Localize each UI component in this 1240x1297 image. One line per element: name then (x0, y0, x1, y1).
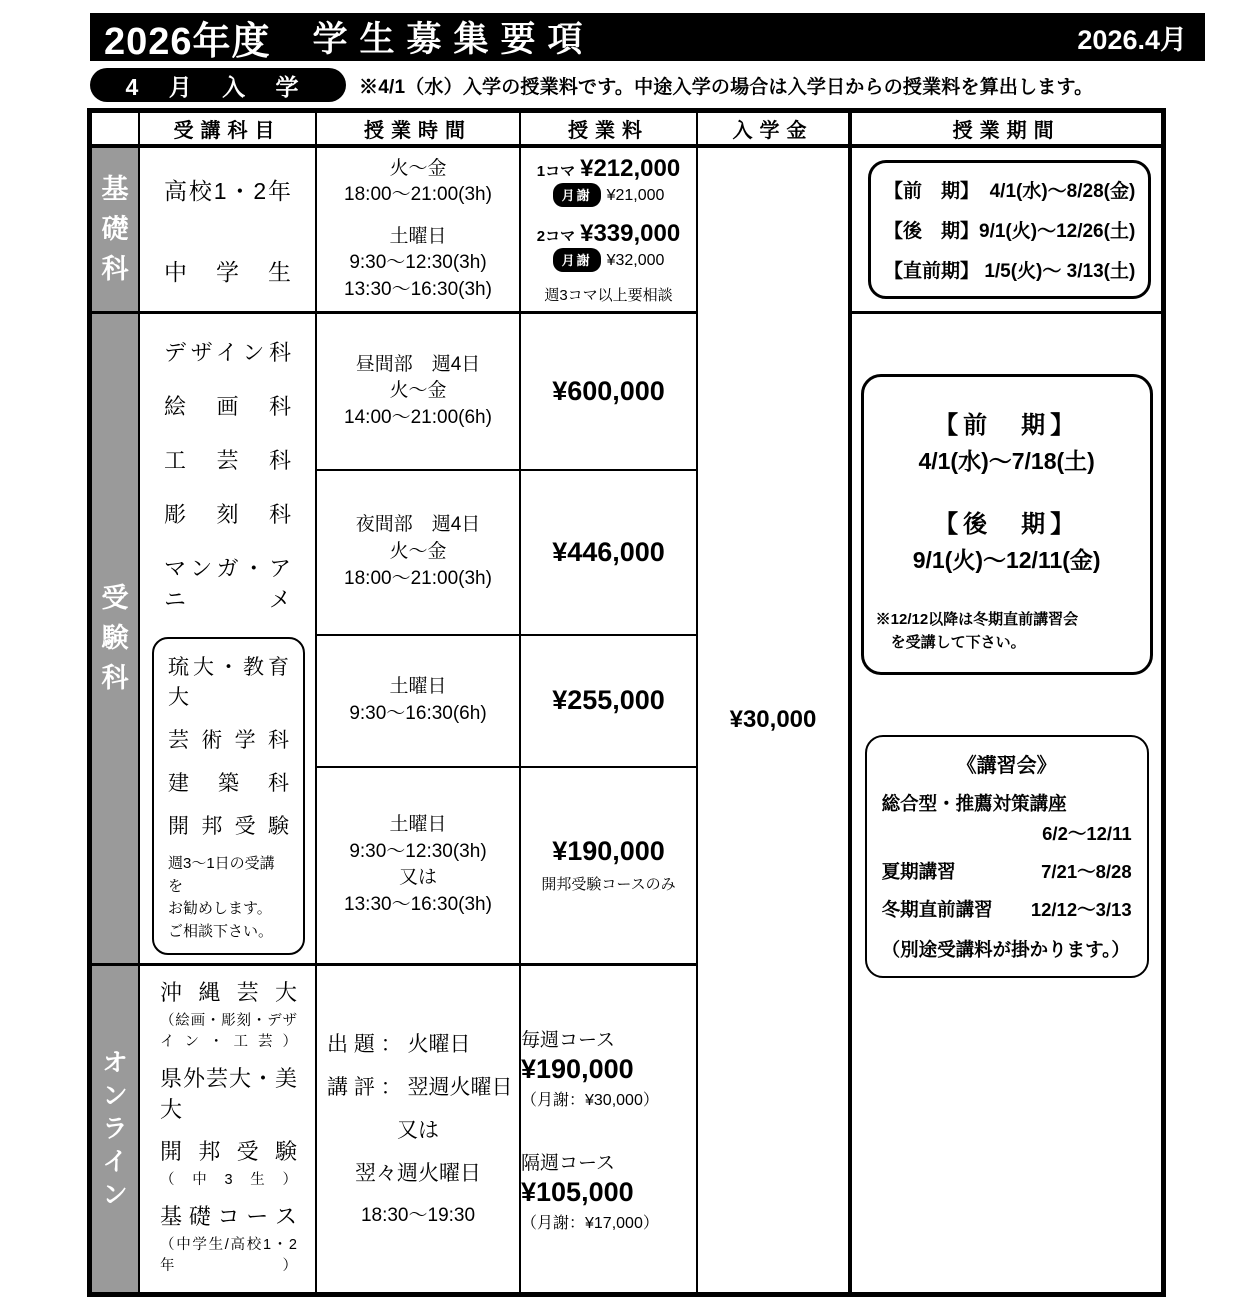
subject-group (160, 976, 297, 1051)
section-char: ラ (102, 1114, 128, 1143)
period-range: 9/1(火)～12/11(金) (912, 547, 1101, 573)
time-line: 13:30～16:30(3h) (344, 893, 492, 915)
section-char: オ (102, 1048, 128, 1077)
fee-group (521, 220, 696, 272)
header-time: 授業時間 (316, 111, 520, 147)
time-line: 土曜日 (389, 225, 447, 247)
time-line: 火～金 (389, 157, 447, 179)
juken-period-cell (850, 313, 1164, 1295)
target-note: 週3～1日の受講を (168, 855, 275, 895)
subject-item: 工 芸 科 (164, 448, 291, 473)
seminar-item (882, 790, 1132, 816)
subject-sub: （ 中 3 生 ） (160, 1172, 297, 1188)
period-range: 1/5(火)～ 3/13(土) (984, 261, 1136, 282)
header-row (90, 111, 1164, 147)
section-char: 科 (101, 254, 129, 284)
subject-item: 絵 画 科 (164, 394, 291, 419)
period-note: を受講して下さい。 (875, 633, 1026, 651)
time-line: 土曜日 (389, 814, 447, 836)
fee-note: 週3コマ以上要相談 (544, 286, 673, 304)
juken-target-box (152, 637, 305, 955)
fee-amount: ¥212,000 (580, 154, 681, 182)
time-line: 9:30～12:30(3h) (349, 252, 487, 274)
fee-units: 1コマ (536, 162, 576, 180)
time-line: 18:30～19:30 (360, 1204, 476, 1226)
subject-item: 沖 縄 芸 大 (160, 980, 297, 1005)
juken-time-cell (316, 635, 520, 767)
section-char: 科 (101, 663, 129, 693)
time-line: 13:30～16:30(3h) (344, 278, 492, 300)
course-name: 毎週コース (521, 1030, 616, 1051)
target-line: 琉大・教育大 (168, 656, 289, 709)
juken-fee-cell (520, 635, 697, 767)
monthly-amount: （月謝：¥30,000） (521, 1092, 659, 1109)
period-label: 【直前期】 (884, 261, 980, 282)
section-char: ン (102, 1081, 128, 1110)
fee-amount: ¥190,000 (552, 836, 665, 867)
section-label-juken (90, 313, 140, 965)
time-line: 9:30～12:30(3h) (349, 840, 487, 862)
time-line: 夜間部 週4日 (355, 514, 481, 536)
subject-item: 彫 刻 科 (164, 502, 291, 527)
juken-fee-cell (520, 313, 697, 470)
time-line: 14:00～21:00(6h) (344, 406, 492, 428)
section-char: ン (102, 1180, 128, 1209)
entry-fee-cell: ¥30,000 (697, 146, 850, 1295)
row-kiso (90, 146, 1164, 313)
monthly-amount: ¥21,000 (606, 186, 665, 204)
header-subject: 受講科目 (139, 111, 316, 147)
juken-time-cell (316, 470, 520, 635)
fee-group (521, 155, 696, 207)
juken-subjects-cell (139, 313, 316, 965)
kiso-period-box (868, 160, 1151, 299)
fee-amount: ¥339,000 (580, 219, 681, 247)
time-line: 翌々週火曜日 (355, 1161, 481, 1185)
seminar-item (882, 858, 1132, 884)
monthly-badge: 月謝 (553, 248, 601, 272)
time-line: 18:00～21:00(3h) (344, 567, 492, 589)
seminar-title: 《講習会》 (956, 755, 1057, 777)
fee-amount: ¥600,000 (552, 375, 665, 406)
time-line: 出 題 ： 火曜日 (327, 1032, 471, 1056)
header-blank (90, 111, 140, 147)
subject-item: マンガ・アニメ (164, 556, 291, 612)
fee-note: 開邦受験コースのみ (541, 876, 676, 894)
period-label: 【前 期】 (934, 412, 1080, 439)
juken-fee-cell (520, 470, 697, 635)
target-note: ご相談下さい。 (168, 922, 274, 940)
subject-sub: （絵画・彫刻・デザイン・工芸） (160, 1013, 297, 1050)
title-bar (90, 13, 1205, 61)
subject-item: 中 学 生 (164, 258, 291, 285)
subject-item: デザイン科 (164, 340, 291, 365)
monthly-amount: ¥32,000 (606, 251, 665, 269)
time-line: 9:30～16:30(6h) (349, 702, 487, 724)
online-time-cell (316, 965, 520, 1295)
course-name: 隔週コース (521, 1153, 616, 1174)
period-range: 9/1(火)～12/26(土) (979, 221, 1136, 242)
juken-time-cell (316, 767, 520, 965)
tuition-note: ※4/1（水）入学の授業料です。中途入学の場合は入学日からの授業料を算出します。 (359, 76, 1094, 98)
seminar-name: 夏期講習 (881, 861, 956, 882)
juken-time-cell (316, 313, 520, 470)
kiso-fee-cell (520, 146, 697, 313)
seminar-range: 12/12～3/13 (1030, 899, 1132, 920)
monthly-badge: 月謝 (553, 183, 601, 207)
kiso-period-cell (850, 146, 1164, 313)
row-juken-1 (90, 313, 1164, 470)
time-line: 火～金 (389, 380, 447, 402)
subject-item: 開 邦 受 験 (160, 1139, 297, 1164)
section-char: 礎 (101, 214, 129, 244)
edition-label: 2026.4月 (1077, 24, 1187, 55)
time-line: 講 評 ： 翌週火曜日 (327, 1075, 513, 1099)
fee-group (521, 1025, 696, 1110)
fee-amount: ¥255,000 (552, 685, 665, 716)
online-subjects-cell (139, 965, 316, 1295)
subject-group (160, 1135, 297, 1189)
monthly-amount: （月謝：¥17,000） (521, 1215, 659, 1232)
section-label-online (90, 965, 140, 1295)
period-range: 4/1(水)～7/18(土) (918, 448, 1095, 474)
kiso-time-cell (316, 146, 520, 313)
subject-group (160, 1200, 297, 1275)
time-line: 又は (398, 867, 437, 889)
title-year: 2026年度 (104, 20, 271, 63)
seminar-range: 7/21～8/28 (1041, 861, 1132, 882)
target-line: 芸 術 学 科 (168, 729, 289, 752)
section-char: イ (102, 1147, 128, 1176)
section-char: 基 (101, 174, 129, 204)
kiso-subjects-cell (139, 146, 316, 313)
time-line: 火～金 (389, 541, 447, 562)
fee-amount: ¥190,000 (521, 1054, 634, 1084)
subject-sub: （中学生/高校1・2年） (160, 1237, 297, 1274)
time-line: 土曜日 (389, 676, 447, 698)
seminar-name: 冬期直前講習 (881, 899, 993, 920)
period-note: ※12/12以降は冬期直前講習会 (875, 611, 1079, 628)
juken-period-box (861, 374, 1153, 675)
fee-group (521, 1148, 696, 1233)
subject-item: 高校1・2年 (164, 177, 291, 204)
header-entry-fee: 入学金 (697, 111, 850, 147)
seminar-box (865, 735, 1149, 978)
seminar-item-range (882, 820, 1132, 846)
juken-fee-cell (520, 767, 697, 965)
subject-item: 基 礎 コ ー ス (160, 1204, 297, 1229)
april-entry-pill: 4 月 入 学 (90, 68, 346, 102)
fee-units: 2コマ (536, 227, 576, 245)
header-period: 授業期間 (850, 111, 1164, 147)
period-label: 【前 期】 (884, 181, 980, 202)
period-label: 【後 期】 (934, 511, 1080, 538)
subheader-row (90, 67, 1200, 103)
target-line: 建 築 科 (168, 772, 289, 795)
section-char: 受 (101, 583, 129, 613)
seminar-range: 6/2～12/11 (1042, 823, 1132, 844)
period-label: 【後 期】 (884, 221, 980, 242)
time-line: 又は (397, 1118, 439, 1142)
period-range: 4/1(水)～8/28(金) (989, 181, 1136, 202)
section-char: 験 (101, 623, 129, 653)
fee-amount: ¥446,000 (552, 536, 665, 567)
seminar-note: （別途受講料が掛かります。） (881, 939, 1130, 960)
time-line: 昼間部 週4日 (355, 353, 481, 375)
fee-amount: ¥105,000 (521, 1177, 634, 1207)
section-label-kiso (90, 146, 140, 313)
target-line: 開 邦 受 験 (168, 815, 289, 838)
subject-group (160, 1062, 297, 1124)
time-line: 18:00～21:00(3h) (344, 184, 492, 206)
page-title: 学生募集要項 (312, 20, 595, 59)
subject-item: 県外芸大・美大 (160, 1066, 297, 1122)
online-fee-cell (520, 965, 697, 1295)
tuition-table (87, 108, 1166, 1297)
target-note: お勧めします。 (168, 900, 272, 917)
header-fee: 授業料 (520, 111, 697, 147)
seminar-item (882, 896, 1132, 922)
seminar-name: 総合型・推薦対策講座 (881, 793, 1067, 814)
